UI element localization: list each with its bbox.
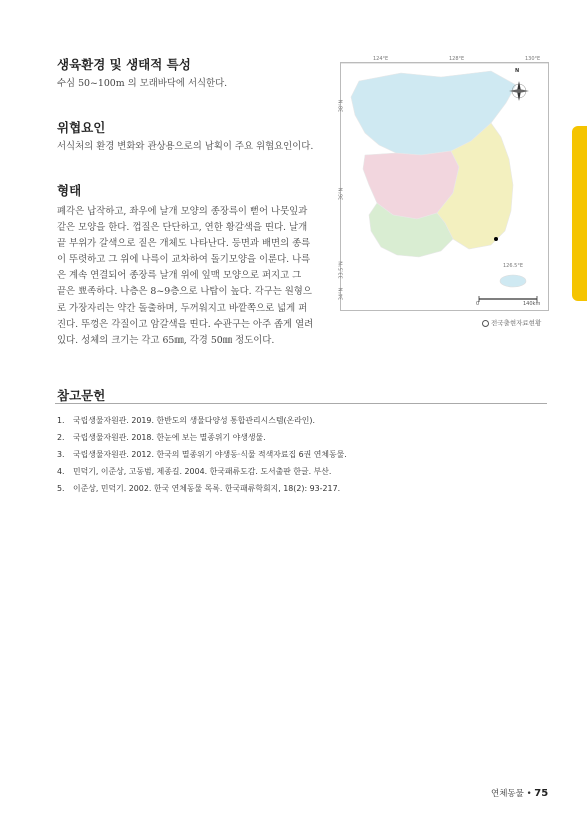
distribution-map <box>338 56 549 311</box>
threat-heading: 위협요인 <box>57 120 106 135</box>
map-caption <box>482 318 541 327</box>
lat-label: 36°N <box>338 187 345 201</box>
footer-dot: • <box>526 789 532 799</box>
reference-item <box>57 412 347 429</box>
morphology-line: 로 가장자리는 약간 돌출하며, 두꺼워지고 바깥쪽으로 넓게 퍼 <box>57 302 308 314</box>
morphology-line: 이 뚜렷하고 그 위에 나륵이 교차하여 돌기모양을 이룬다. 나륵 <box>57 254 311 266</box>
lon-label: 128°E <box>449 56 465 62</box>
lon-label: 124°E <box>373 56 389 62</box>
reference-num: 4. <box>57 467 65 476</box>
scale-start: 0 <box>476 301 480 307</box>
habitat-text: 수심 50~100m 의 모래바닥에 서식한다. <box>57 78 228 89</box>
page-number: 75 <box>534 788 549 799</box>
jeju-lon-label: 126.5°E <box>503 263 523 269</box>
reference-item <box>57 446 347 463</box>
caption-text: 전국출현자료현황 <box>491 319 542 327</box>
references-heading: 참고문헌 <box>57 388 106 403</box>
threat-text: 서식처의 환경 변화와 관상용으로의 남획이 주요 위협요인이다. <box>57 141 314 152</box>
habitat-heading: 생육환경 및 생태적 특성 <box>57 57 191 72</box>
reference-item <box>57 463 347 480</box>
morphology-line: 같은 모양을 한다. 껍질은 단단하고, 연한 황갈색을 띤다. 날개 <box>57 222 308 234</box>
lon-label: 130°E <box>525 56 541 62</box>
reference-text: 이준상, 민덕기. 2002. 한국 연체동물 목록. 한국패류학회지, 18(2): 93-217. <box>73 484 341 493</box>
reference-item <box>57 480 347 497</box>
reference-num: 1. <box>57 416 65 425</box>
morphology-line: 폐각은 납작하고, 좌우에 날개 모양의 종장륵이 뻗어 나뭇잎과 <box>57 206 308 217</box>
morphology-line: 진다. 뚜껑은 각질이고 암갈색을 띤다. 수관구는 아주 좁게 열려 <box>57 318 314 330</box>
divider <box>55 403 547 404</box>
scale-end: 140km <box>523 301 541 307</box>
chapter-tab <box>572 126 587 301</box>
north-label: N <box>515 68 520 74</box>
morphology-text <box>57 204 314 349</box>
morphology-heading: 형태 <box>57 183 82 198</box>
reference-num: 3. <box>57 450 65 459</box>
lat-label: 33.5°N <box>338 261 345 279</box>
morphology-line: 은 계속 연결되어 종장륵 날개 위에 잎맥 모양으로 퍼지고 그 <box>57 270 302 282</box>
page-footer <box>491 787 548 799</box>
reference-text: 국립생물자원관. 2018. 한눈에 보는 멸종위기 야생생물. <box>73 433 266 442</box>
lat-label: 34°N <box>338 287 345 301</box>
reference-text: 국립생물자원관. 2012. 한국의 멸종위기 야생동·식물 적색자료집 6권 연체동물. <box>73 450 347 459</box>
reference-num: 2. <box>57 433 65 442</box>
morphology-line: 끝은 뾰족하다. 나층은 8~9층으로 나탑이 높다. 각구는 원형으 <box>57 286 312 298</box>
morphology-line: 있다. 성체의 크기는 각고 65㎜, 각경 50㎜ 정도이다. <box>57 334 275 346</box>
lat-label: 38°N <box>338 99 345 113</box>
reference-text: 민덕기, 이준상, 고동범, 제종길. 2004. 한국패류도감. 도서출판 한글. 부산. <box>73 467 332 476</box>
jeju-island <box>500 275 526 287</box>
reference-num: 5. <box>57 484 65 493</box>
reference-item <box>57 429 347 446</box>
legend-dot-icon <box>482 320 489 327</box>
occurrence-point <box>494 237 498 241</box>
footer-section: 연체동물 <box>491 789 524 799</box>
reference-text: 국립생물자원관. 2019. 한반도의 생물다양성 통합관리시스템(온라인). <box>73 416 315 425</box>
morphology-line: 끝 부위가 갈색으로 짙은 개체도 나타난다. 등면과 배면의 종륵 <box>57 238 311 250</box>
references-list <box>57 412 347 497</box>
